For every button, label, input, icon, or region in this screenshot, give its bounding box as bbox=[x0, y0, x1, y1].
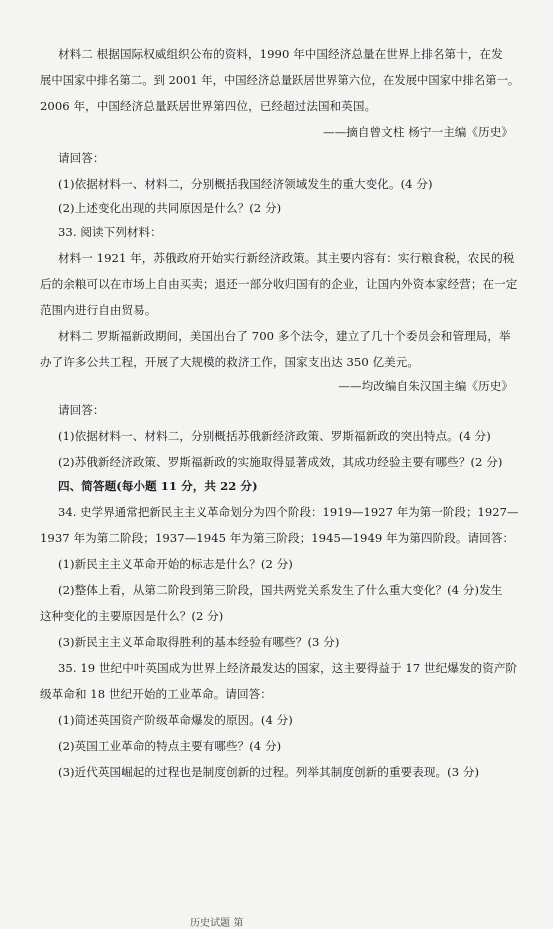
q33-material1-line-2: 后的余粮可以在市场上自由买卖；退还一部分收归国有的企业，让国内外资本家经营；在一定 bbox=[40, 277, 518, 291]
material2-line-1: 材料二 根据国际权威组织公布的资料，1990 年中国经济总量在世界上排名第十，在发 bbox=[58, 47, 503, 61]
material2-source: ——摘自曾文柱 杨宁一主编《历史》 bbox=[322, 125, 513, 139]
q35-sub2: (2)英国工业革命的特点主要有哪些？(4 分) bbox=[58, 739, 282, 753]
q32-sub1: (1)依据材料一、材料二，分别概括我国经济领域发生的重大变化。(4 分) bbox=[58, 177, 433, 191]
page-footer: 历史试题 第 bbox=[190, 918, 244, 929]
q33-material1-line-3: 范围内进行自由贸易。 bbox=[40, 303, 157, 317]
q33-material2-line-2: 办了许多公共工程，开展了大规模的救济工作，国家支出达 350 亿美元。 bbox=[40, 355, 420, 369]
q33-sub2: (2)苏俄新经济政策、罗斯福新政的实施取得显著成效，其成功经验主要有哪些？(2 分) bbox=[58, 455, 503, 469]
q35-line-2: 级革命和 18 世纪开始的工业革命。请回答： bbox=[40, 687, 272, 701]
q34-sub1: (1)新民主主义革命开始的标志是什么？(2 分) bbox=[58, 557, 293, 571]
q35-sub1: (1)简述英国资产阶级革命爆发的原因。(4 分) bbox=[58, 713, 293, 727]
material2-line-2: 展中国家中排名第二。到 2001 年，中国经济总量跃居世界第六位，在发展中国家中排名第一。 bbox=[40, 73, 520, 87]
q32-sub2: (2)上述变化出现的共同原因是什么？(2 分) bbox=[58, 201, 282, 215]
q35-line-1: 35. 19 世纪中叶英国成为世界上经济最发达的国家，这主要得益于 17 世纪爆发的资产阶 bbox=[58, 661, 518, 675]
q35-sub3: (3)近代英国崛起的过程也是制度创新的过程。列举其制度创新的重要表现。(3 分) bbox=[58, 765, 480, 779]
section-heading: 四、简答题(每小题 11 分，共 22 分) bbox=[58, 479, 258, 493]
q34-sub3: (3)新民主主义革命取得胜利的基本经验有哪些？(3 分) bbox=[58, 635, 340, 649]
q34-sub2-line-2: 这种变化的主要原因是什么？(2 分) bbox=[40, 609, 224, 623]
q33-source: ——均改编自朱汉国主编《历史》 bbox=[338, 379, 513, 393]
q34-line-2: 1937 年为第二阶段；1937—1945 年为第三阶段；1945—1949 年为第四阶段。请回答： bbox=[40, 531, 515, 545]
q34-line-1: 34. 史学界通常把新民主主义革命划分为四个阶段：1919—1927 年为第一阶段；1927— bbox=[58, 505, 519, 519]
q33-material2-line-1: 材料二 罗斯福新政期间，美国出台了 700 多个法令，建立了几十个委员会和管理局，举 bbox=[58, 329, 511, 343]
q33-prompt: 请回答： bbox=[58, 403, 105, 417]
q34-sub2-line-1: (2)整体上看，从第二阶段到第三阶段，国共两党关系发生了什么重大变化？(4 分)发生 bbox=[58, 583, 503, 597]
q33-material1-line-1: 材料一 1921 年，苏俄政府开始实行新经济政策。其主要内容有：实行粮食税，农民的税 bbox=[58, 251, 515, 265]
q32-prompt: 请回答： bbox=[58, 151, 105, 165]
q33-sub1: (1)依据材料一、材料二，分别概括苏俄新经济政策、罗斯福新政的突出特点。(4 分) bbox=[58, 429, 491, 443]
q33-title: 33. 阅读下列材料： bbox=[58, 225, 162, 239]
material2-line-3: 2006 年，中国经济总量跃居世界第四位，已经超过法国和英国。 bbox=[40, 99, 377, 113]
